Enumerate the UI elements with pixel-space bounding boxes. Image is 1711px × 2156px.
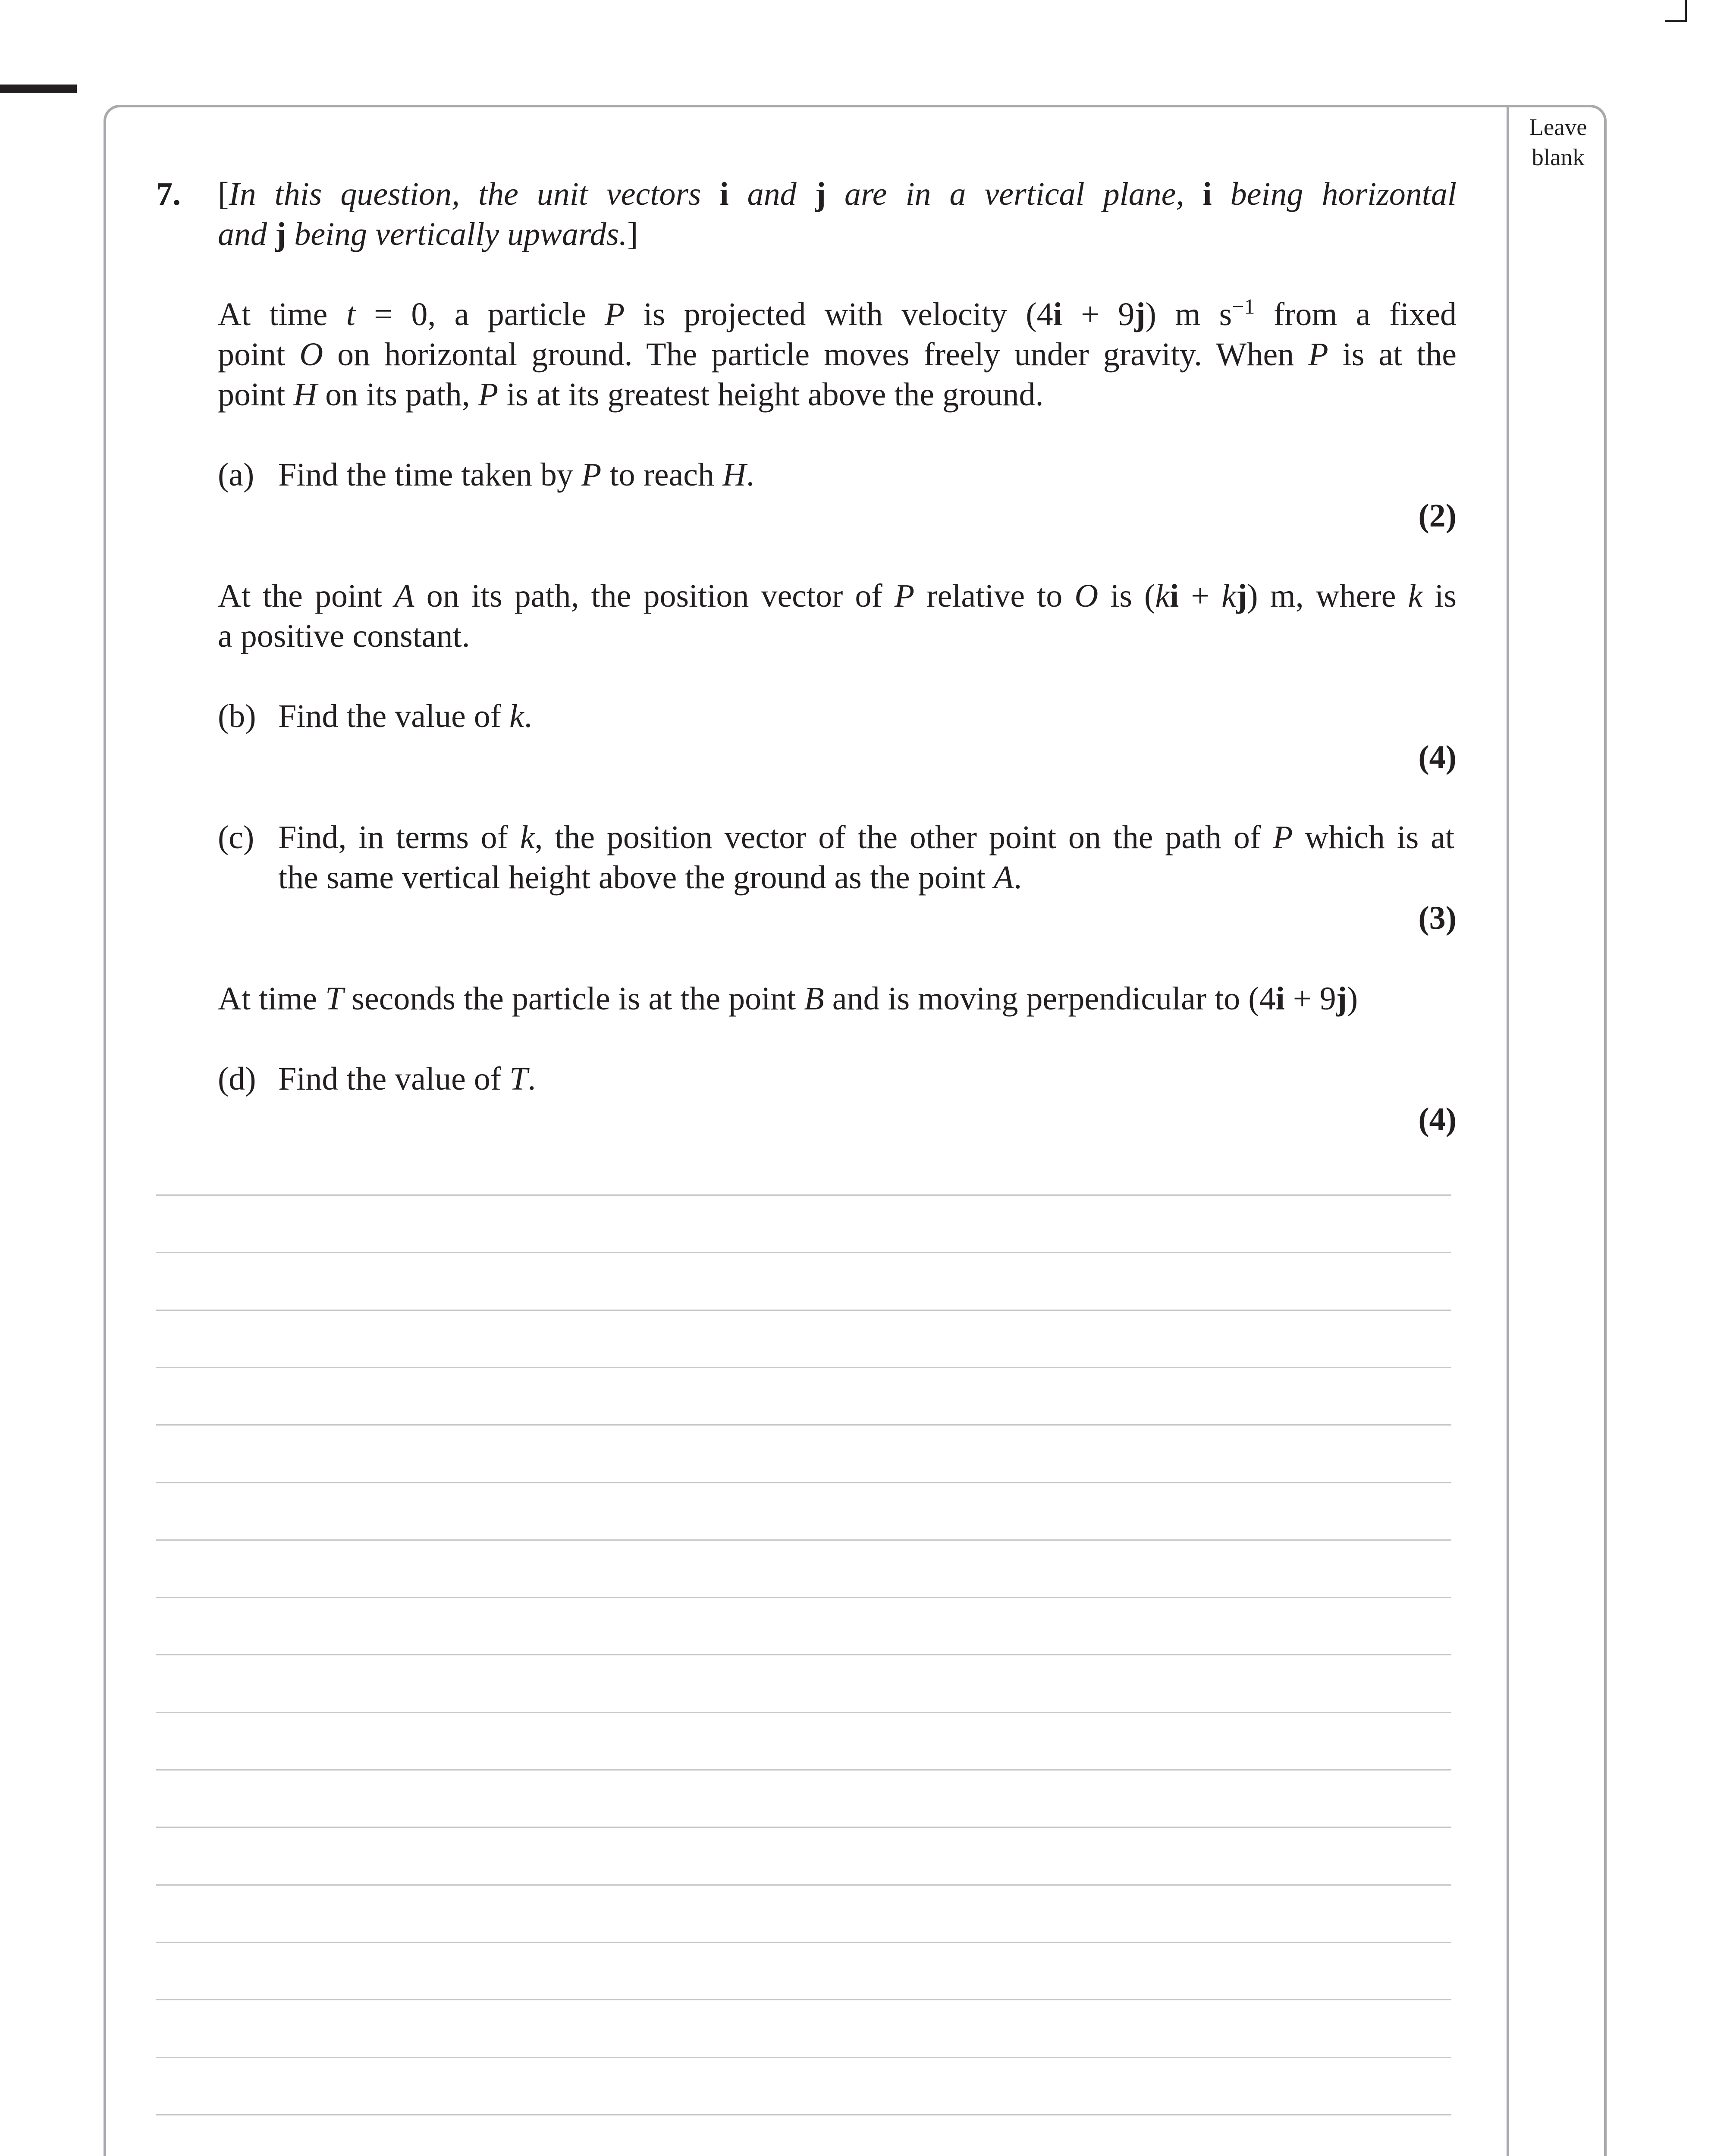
answer-line: [156, 2057, 1451, 2058]
answer-line: [156, 1310, 1451, 1311]
answer-line: [156, 1654, 1451, 1655]
leave-blank-label: Leave blank: [1529, 114, 1587, 170]
paragraph-point-a-line2: a positive constant.: [218, 618, 470, 654]
paragraph-projection: At time t = 0, a particle P is projected with velocity (4i + 9j) m $s^{-1}$ from a fixed: [218, 294, 1457, 332]
answer-line: [156, 1999, 1451, 2000]
answer-line: [156, 1482, 1451, 1483]
part-a-marks: (2): [1418, 498, 1457, 534]
part-d-text: Find the value of T.: [278, 1061, 536, 1097]
part-b-marks: (4): [1418, 739, 1457, 775]
part-c-text-line2: the same vertical height above the ground as the point A.: [278, 859, 1022, 896]
paragraph-projection-line3: point H on its path, P is at its greatest height above the ground.: [218, 376, 1044, 413]
answer-line: [156, 1827, 1451, 1828]
crop-mark: [1665, 20, 1687, 22]
answer-line: [156, 1884, 1451, 1886]
paragraph-point-a: At the point A on its path, the position vector of P relative to O is (ki + kj) m, where k is: [218, 578, 1457, 614]
question-intro: [In this question, the unit vectors i and j are in a vertical plane, i being horizontal: [218, 176, 1457, 212]
part-d-label: (d): [218, 1061, 256, 1097]
answer-line: [156, 1712, 1451, 1713]
part-c-marks: (3): [1418, 900, 1457, 936]
answer-line: [156, 1539, 1451, 1541]
answer-line: [156, 1942, 1451, 1943]
answer-line: [156, 1194, 1451, 1196]
answer-line: [156, 2114, 1451, 2115]
part-c-text: Find, in terms of k, the position vector of the other point on the path of P which is at: [278, 819, 1454, 856]
part-c-label: (c): [218, 819, 254, 856]
part-d-marks: (4): [1418, 1101, 1457, 1138]
leave-blank-divider: [1507, 105, 1509, 2156]
answer-line: [156, 1367, 1451, 1368]
part-b-label: (b): [218, 698, 256, 734]
answer-line: [156, 1424, 1451, 1426]
answer-line: [156, 1597, 1451, 1598]
question-intro-line2: and j being vertically upwards.]: [218, 216, 638, 252]
question-number: 7.: [156, 176, 181, 212]
paragraph-point-b: At time T seconds the particle is at the point B and is moving perpendicular to (4i + 9j): [218, 981, 1358, 1017]
answer-line: [156, 1769, 1451, 1771]
crop-mark: [0, 85, 77, 93]
answer-line: [156, 1252, 1451, 1253]
part-b-text: Find the value of k.: [278, 698, 532, 734]
part-a-label: (a): [218, 457, 254, 493]
paragraph-projection-line2: point O on horizontal ground. The particle moves freely under gravity. When P is at the: [218, 336, 1457, 373]
crop-mark: [1685, 0, 1687, 22]
part-a-text: Find the time taken by P to reach H.: [278, 457, 754, 493]
